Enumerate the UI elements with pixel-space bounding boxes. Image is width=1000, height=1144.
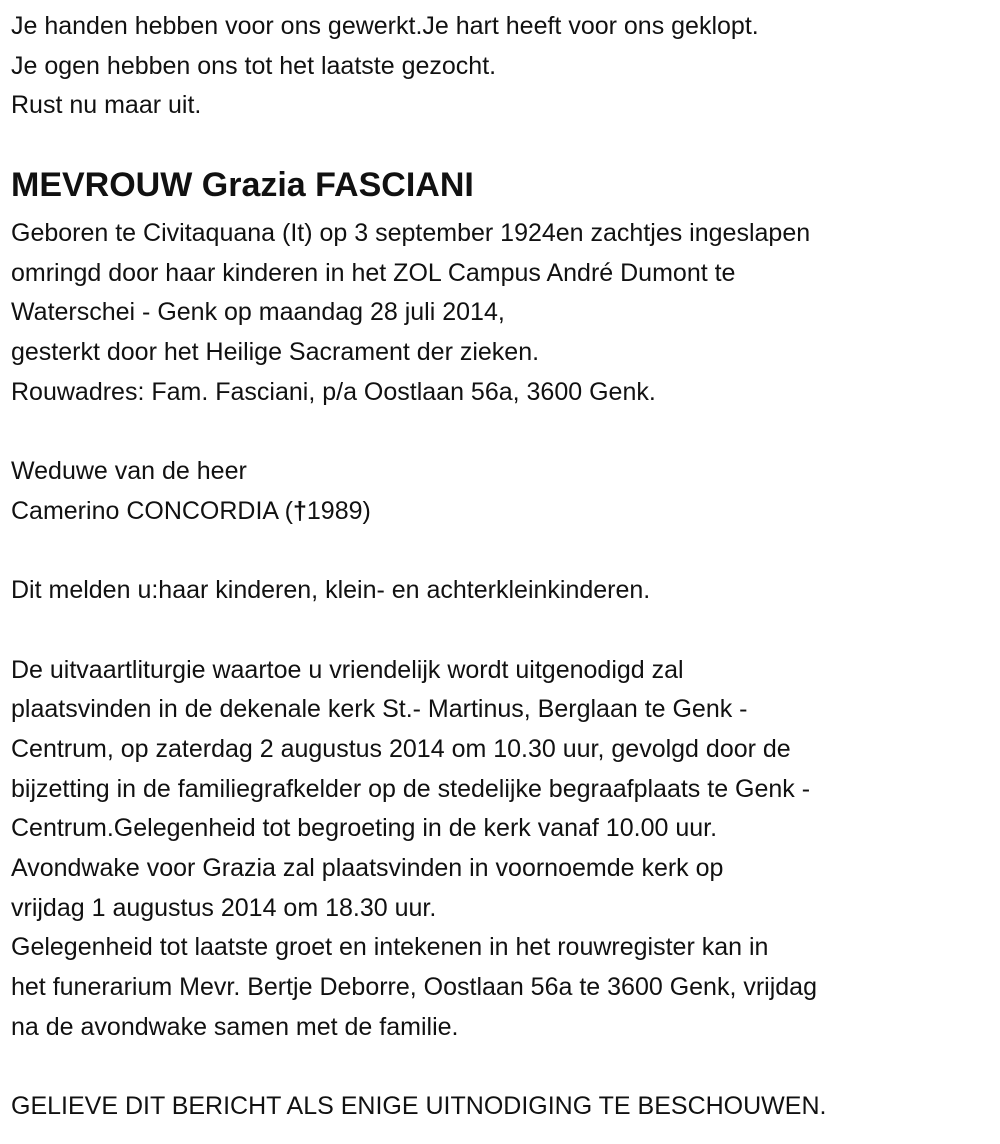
death-year: 1989) <box>306 496 371 525</box>
widow-paragraph <box>11 452 826 531</box>
spacer <box>11 611 826 651</box>
intro-line: omringd door haar kinderen in het ZOL Campus André Dumont te <box>11 258 736 287</box>
ceremony-line: vrijdag 1 augustus 2014 om 18.30 uur. <box>11 893 437 922</box>
obituary-document <box>11 7 826 1127</box>
deceased-name-title: MEVROUW Grazia FASCIANI <box>11 166 474 205</box>
ceremony-line: Avondwake voor Grazia zal plaatsvinden in voornoemde kerk op <box>11 854 724 883</box>
intro-paragraph <box>11 214 826 412</box>
ceremony-line: na de avondwake samen met de familie. <box>11 1012 459 1041</box>
motto-line: Je handen hebben voor ons gewerkt.Je hart heeft voor ons geklopt. <box>11 12 759 40</box>
spouse-name: Camerino CONCORDIA ( <box>11 496 293 525</box>
motto-line: Je ogen hebben ons tot het laatste gezocht. <box>11 51 497 80</box>
announcers-line: Dit melden u:haar kinderen, klein- en achterkleinkinderen. <box>11 576 651 605</box>
intro-line: Geboren te Civitaquana (It) op 3 september 1924en zachtjes ingeslapen <box>11 219 811 248</box>
spacer <box>11 1048 826 1088</box>
intro-line: gesterkt door het Heilige Sacrament der zieken. <box>11 338 540 367</box>
motto <box>11 7 826 126</box>
motto-line: Rust nu maar uit. <box>11 91 202 120</box>
ceremony-line: Centrum.Gelegenheid tot begroeting in de kerk vanaf 10.00 uur. <box>11 814 718 843</box>
ceremony-line: Centrum, op zaterdag 2 augustus 2014 om 10.30 uur, gevolgd door de <box>11 735 791 763</box>
ceremony-line: bijzetting in de familiegrafkelder op de stedelijke begraafplaats te Genk - <box>11 774 811 803</box>
spouse-line <box>11 492 826 532</box>
ceremony-line: Gelegenheid tot laatste groet en intekenen in het rouwregister kan in <box>11 933 769 962</box>
ceremony-line: het funerarium Mevr. Bertje Deborre, Oostlaan 56a te 3600 Genk, vrijdag <box>11 973 817 1002</box>
widow-line: Weduwe van de heer <box>11 457 247 486</box>
ceremony-line: De uitvaartliturgie waartoe u vriendelijk wordt uitgenodigd zal <box>11 655 684 684</box>
ceremony-paragraph <box>11 651 826 1048</box>
intro-line: Waterschei - Genk op maandag 28 juli 2014, <box>11 298 505 327</box>
ceremony-line: plaatsvinden in de dekenale kerk St.- Martinus, Berglaan te Genk - <box>11 695 748 724</box>
closing-line: GELIEVE DIT BERICHT ALS ENIGE UITNODIGING TE BESCHOUWEN. <box>11 1092 827 1121</box>
intro-line: Rouwadres: Fam. Fasciani, p/a Oostlaan 56a, 3600 Genk. <box>11 377 656 406</box>
spacer <box>11 532 826 572</box>
cross-icon: † <box>293 496 307 525</box>
spacer <box>11 413 826 453</box>
